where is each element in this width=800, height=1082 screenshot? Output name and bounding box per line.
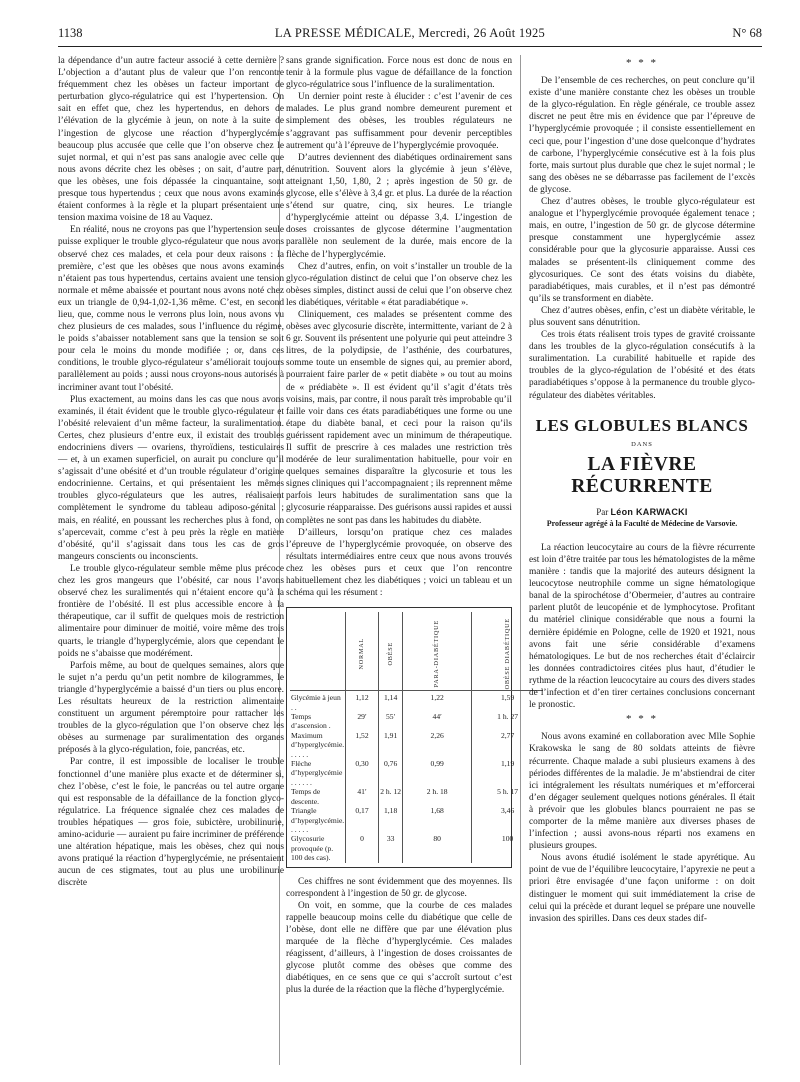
table-cell: 2,77 bbox=[471, 731, 543, 759]
paragraph: Le trouble glyco-régulateur semble même plus précoce chez les gros mangeurs que l’obésité, car nous l’avons observé chez les suralimentés qui n’étaient encore qu’à la frontière de l’obésité. Il est plus accessible encore à la thérapeutique, car il suffit de quelques mois de restriction alimentaire pour diminuer de moitié, voire même des trois quarts, le triangle d’hyperglycémie, alors que cependant le poids ne s’abaisse que modérément. bbox=[58, 563, 284, 659]
issue-number: N° 68 bbox=[732, 26, 762, 40]
table-row bbox=[290, 731, 543, 759]
author-affiliation: Professeur agrégé à la Faculté de Médecine de Varsovie. bbox=[546, 518, 738, 528]
table-cell: 55′ bbox=[378, 712, 403, 731]
asterism-separator: * * * bbox=[626, 713, 658, 726]
asterism-separator: * * * bbox=[626, 57, 658, 69]
table-cell: 29′ bbox=[346, 712, 379, 731]
table-corner bbox=[290, 612, 346, 691]
table-cell: 1,59 bbox=[471, 691, 543, 712]
paragraph: Nous avons examiné en collaboration avec Mlle Sophie Krakowska le sang de 80 soldats atteints de fièvre récurrente. Chaque malade a subi plusieurs examens à des périodes différentes de la maladie. Je m’abstiendrai de citer ici intégralement les résultats numériques et m’efforcerai d’en dégager seulement quelques notions générales. Il était à prévoir que les globules blancs pourraient ne pas se comporter de la même manière aux diverses phases de l’infection ; aussi avons-nous réparti nos examens en plusieurs groupes. bbox=[529, 732, 755, 852]
paragraph: Chez d’autres obèses, le trouble glyco-régulateur est analogue et l’hyperglycémie provoquée également tenace ; mais, en outre, l’ingestion de 50 gr. de glycose détermine presque constamment une hyperglycémie assez considérable pour que la glycosurie apparaisse. Aussi ces malades se présentent-ils cliniquement comme des glycosuriques. Ce sont des états voisins du diabète, paradiabétiques, mais curables, et il n’est pas démontré qu’ils se transforment en diabète. bbox=[529, 197, 755, 304]
table-cell: 1,18 bbox=[378, 806, 403, 834]
table-column-header: PARA-DIABÉTIQUE bbox=[403, 612, 471, 691]
table-row bbox=[290, 712, 543, 731]
paragraph: D’ailleurs, lorsqu’on pratique chez ces malades l’épreuve de l’hyperglycémie provoquée, on observe des résultats intermédiaires entre ceux que nous avons trouvés chez les obèses purs et ceux que l’on rencontre habituellement chez les diabétiques ; voici un tableau et un schéma qui les résument : bbox=[286, 527, 512, 599]
table-cell: 41′ bbox=[346, 787, 379, 806]
row-label: Flèche d’hyperglycémie . . . . . . bbox=[291, 759, 343, 787]
row-label: Temps d’ascension . bbox=[291, 712, 331, 731]
paragraph: En réalité, nous ne croyons pas que l’hypertension seule puisse expliquer le trouble glyco-régulateur que nous avons observé chez ces malades, et cela pour deux raisons : la première, c’est que les obèses que nous avons examinés n’étaient pas tous hypertendus, certains avaient une tension normale et même abaissée et pourtant nous avons noté chez eux un triangle de 0,94-1,02-1,36 même. C’est, en second lieu, que, comme nous le verrons plus loin, nous avons vu chez plusieurs de ces malades, sous l’influence du régime, le poids s’abaisser notablement sans que la tension se soit pour cela le moins du monde modifiée ; or, dans ces conditions, le trouble glyco-régulateur s’améliorait toujours parallèlement au poids ; aussi nous croyons-nous autorisés à incriminer avant tout l’obésité. bbox=[58, 225, 284, 393]
table-row bbox=[290, 787, 543, 806]
table-column-header: NORMAL bbox=[346, 612, 379, 691]
paragraph: Par contre, il est impossible de localiser le trouble fonctionnel d’une manière plus exacte et de déterminer si, chez l’obèse, c’est le foie, le pancréas ou tel autre organe qui est responsable de la défaillance de la fonction glyco-régulatrice. La fréquence signalée chez ces malades de troubles hépatiques — gros foie, subictère, urobilinurie, amino-acidurie — auraient pu faire incriminer de préférence une altération hépatique, mais les obèses, chez qui nous avons pratiqué la réaction d’hyperglycémie, ne présentaient aucun de ces stigmates, tout au plus une urobilinurie discrète bbox=[58, 757, 284, 889]
table-cell: 0,30 bbox=[346, 759, 379, 787]
table-row bbox=[290, 834, 543, 862]
table-cell: 5 h. 17 bbox=[471, 787, 543, 806]
paragraph: Ces trois états réalisent trois types de gravité croissante dans les troubles de la glyco-régulation consécutifs à la suralimentation. La curabilité habituelle et rapide des troubles de la glyco-régulation de l’obésité et des états paradiabétiques s’oppose à la permanence du trouble glyco-régulateur des diabètes véritables. bbox=[529, 330, 755, 401]
table-column-header: OBÈSE bbox=[378, 612, 403, 691]
table-cell: 3,46 bbox=[471, 806, 543, 834]
table-cell: 1,22 bbox=[403, 691, 471, 712]
column-3 bbox=[529, 55, 755, 1070]
row-label: Glycosurie provoquée (p. 100 des cas). bbox=[291, 834, 334, 863]
table-cell: 2 h. 12 bbox=[378, 787, 403, 806]
table-cell: 2 h. 18 bbox=[403, 787, 471, 806]
table-cell: 1,91 bbox=[378, 731, 403, 759]
paragraph: Chez d’autres, enfin, on voit s’installer un trouble de la glyco-régulation distinct de celui que l’on observe chez les obèses simples, distinct aussi de celui que l’on observe chez les diabétiques, véritable « état paradiabétique ». bbox=[286, 261, 512, 308]
table-cell: 44′ bbox=[403, 712, 471, 731]
table-cell: 33 bbox=[378, 834, 403, 862]
article-title-line-1: LES GLOBULES BLANCS bbox=[535, 415, 749, 435]
paragraph: Parfois même, au bout de quelques semaines, alors que le sujet n’a perdu qu’un petit nombre de kilogrammes, le triangle d’hyperglycémie a baissé d’un tiers ou plus encore. Les résultats heureux de la restriction alimentaire constituent un argument péremptoire pour rattacher les troubles de la glyco-régulation que l’on observe chez les obèses au surmenage par suralimentation des organes préposés à la glyco-régulation, foie, pancréas, etc. bbox=[58, 660, 284, 756]
paragraph: De l’ensemble de ces recherches, on peut conclure qu’il existe d’une manière constante chez les obèses un trouble de la glyco-régulation. En règle générale, ce trouble assez discret ne peut être mis en évidence que par l’épreuve de l’hyperglycémie provoquée ; il consiste essentiellement en ceci que, pour l’ingestion d’une dose quelconque d’hydrates de carbone, l’hyperglycémie consécutive est à la fois plus forte, mais surtout plus durable que chez le sujet normal ; le sang des obèses ne se débarrasse pas facilement de l’excès de glycose. bbox=[529, 76, 755, 195]
paragraph: Un dernier point reste à élucider : c’est l’avenir de ces malades. Le plus grand nombre demeurent purement et simplement des obèses, les troubles régulateurs ne s’aggravant pas suffisamment pour devenir perceptibles autrement qu’à l’épreuve de l’hyperglycémie provoquée. bbox=[286, 92, 512, 151]
table-cell: 1,12 bbox=[346, 691, 379, 712]
table-cell: 0 bbox=[346, 834, 379, 862]
article-byline bbox=[529, 506, 755, 518]
paragraph: Plus exactement, au moins dans les cas que nous avons examinés, il était évident que le trouble glyco-régulateur et l’obésité relevaient d’un même facteur, la suralimentation. Certes, chez plusieurs d’entre eux, il existait des troubles endocriniens divers — ovariens, thyroïdiens, testiculaires — et, à un examen superficiel, on aurait pu conclure qu’il s’agissait d’une obésité et d’un trouble régulateur d’origine endocrinienne. Certains, et qui présentaient les mêmes troubles glyco-régulateurs que les autres, réalisaient complètement le syndrome du tableau adiposo-génital ; mais, en réalité, en poussant les recherches plus à fond, on s’apercevait, comme c’est à peu près la règle en matière d’obésité, qu’il s’agissait dans tous les cas de gros mangeurs conscients ou inconscients. bbox=[58, 394, 284, 562]
page-number: 1138 bbox=[58, 26, 83, 40]
paragraph: Chez d’autres obèses, enfin, c’est un diabète véritable, le plus souvent sans dénutrition. bbox=[529, 305, 755, 328]
paragraph: la dépendance d’un autre facteur associé à cette dernière ? L’objection a d’autant plus de valeur que l’on rencontre fréquemment chez les obèses un facteur important de perturbation glyco-régulatrice qui est l’hypertension. On sait en effet que, chez les hypertendus, en dehors de l’élévation de la glycémie à jeun, on note à la suite de l’ingestion de glycose une réaction d’hyperglycémie beaucoup plus accusée que celle que l’on observe chez le sujet normal, et qui n’est pas sans analogie avec celle que nous avons décrite chez les obèses ; on sait, d’autre part, que les obèses, une fois dépassée la cinquantaine, sont presque tous hypertendus ; ceux que nous avons examinés étaient conformes à la règle et la plupart présentaient une tension maxima voisine de 18 au Vaquez. bbox=[58, 56, 284, 224]
header-rule bbox=[58, 46, 762, 47]
paragraph: La réaction leucocytaire au cours de la fièvre récurrente est loin d’être traitée par tous les hématologistes de la même manière : tandis que la majorité des auteurs désignent la leucocytose neutrophile comme un signe hématologique banal de la spirochétose d’Obermeier, d’autres au contraire parlent plutôt de leucopénie et de lymphocytose. Profitant du matériel clinique considérable que nous a fourni la dernière épidémie en Pologne, celle de 1920 et 1921, nous avons fait une série considérable d’examens hématologiques. Le but de nos recherches était d’éclaircir les données contradictoires citées plus haut, d’étudier le rythme de la réaction leucocytaire au cours des divers stades de l’infection et d’en tirer certaines conclusions concernant le pronostic. bbox=[529, 542, 755, 711]
table-row bbox=[290, 759, 543, 787]
table-cell: 1 h. 27 bbox=[471, 712, 543, 731]
article-title-line-2: LA FIÈVRE RÉCURRENTE bbox=[571, 453, 713, 497]
table-row bbox=[290, 806, 543, 834]
journal-title: LA PRESSE MÉDICALE, Mercredi, 26 Août 1925 bbox=[274, 26, 546, 40]
results-table-frame bbox=[286, 607, 519, 867]
column-1 bbox=[58, 55, 284, 1070]
paragraph: On voit, en somme, que la courbe de ces malades rappelle beaucoup moins celle du diabétique que celle de l’obèse, dont elle ne diffère que par une élévation plus marquée de la flèche d’hyperglycémie. Ces malades réagissent, d’ailleurs, à l’ingestion de doses croissantes de glycose plutôt comme des obèses que comme des diabétiques, en ce sens que ce qui s’accroît surtout c’est plus la durée de la réaction que la flèche d’hyperglycémie. bbox=[286, 900, 512, 996]
paragraph: Ces chiffres ne sont évidemment que des moyennes. Ils correspondent à l’ingestion de 50 gr. de glycose. bbox=[286, 876, 512, 899]
paragraph: Cliniquement, ces malades se présentent comme des obèses avec glycosurie discrète, intermittente, variant de 2 à 6 gr. Souvent ils présentent une polyurie qui peut atteindre 3 litres, de la polydipsie, de l’asthénie, des courbatures, somme toute un ensemble de signes qui, au premier abord, pourraient faire parler de « petit diabète » ou tout au moins de « prédiabète ». Il est évident qu’il s’agit d’états très voisins, mais, par contre, il nous paraît très improbable qu’il faille voir dans ces états paradiabétiques une forme ou une étape du diabète banal, et ceci pour la raison qu’ils guérissent rapidement avec un minimum de thérapeutique. Il suffit de prescrire à ces malades une restriction très modérée de leur suralimentation habituelle, pour voir en quelques semaines disparaître la glycosurie et tous les signes cliniques qui l’accompagnaient ; ils reprennent même parfois leurs habitudes de suralimentation sans que la glycosurie réapparaisse. Des guérisons aussi rapides et aussi complètes ne sont pas dans les habitudes du diabète. bbox=[286, 309, 512, 526]
table-cell: 0,76 bbox=[378, 759, 403, 787]
row-label: Temps de descente. bbox=[291, 787, 321, 806]
table-cell: 0,99 bbox=[403, 759, 471, 787]
table-cell: 1,19 bbox=[471, 759, 543, 787]
column-divider bbox=[520, 55, 521, 1065]
row-label: Maximum d’hyperglycémie. . . . . . bbox=[291, 730, 345, 759]
article-title-connector: DANS bbox=[631, 440, 653, 448]
table-column-header: OBÈSE DIABÉTIQUE bbox=[471, 612, 543, 691]
results-table bbox=[290, 612, 543, 862]
row-label: Triangle d’hyperglycémie. . . . . . bbox=[291, 806, 345, 834]
paragraph: D’autres deviennent des diabétiques ordinairement sans dénutrition. Souvent alors la glycémie à jeun s’élève, atteignant 1,50, 1,80, 2 ; après ingestion de 50 gr. de glycose, elle s’élève à 3,4 gr. et plus. La durée de la réaction s’étend sur quatre, cinq, six heures. Le triangle d’hyperglycémie atteint ou dépasse 3,4. L’ingestion de doses croissantes de glycose détermine l’augmentation parallèle non seulement de la durée, mais encore de la flèche de l’hyperglycémie. bbox=[286, 152, 512, 260]
paragraph: sans grande signification. Force nous est donc de nous en tenir à la formule plus vague de défaillance de la fonction glyco-régulatrice sous l’influence de la suralimentation. bbox=[286, 56, 512, 91]
row-label: Glycémie à jeun . . bbox=[290, 691, 346, 712]
column-2 bbox=[286, 55, 519, 1070]
table-cell: 1,68 bbox=[403, 806, 471, 834]
table-cell: 100 bbox=[471, 834, 543, 862]
table-cell: 0,17 bbox=[346, 806, 379, 834]
page-header bbox=[58, 26, 762, 44]
byline-prefix: Par bbox=[596, 506, 609, 517]
table-cell: 2,26 bbox=[403, 731, 471, 759]
table-cell: 80 bbox=[403, 834, 471, 862]
table-row bbox=[290, 691, 543, 712]
table-cell: 1,14 bbox=[378, 691, 403, 712]
author-name: Léon KARWACKI bbox=[610, 506, 688, 517]
paragraph: Nous avons étudié isolément le stade apyrétique. Au point de vue de l’équilibre leucocytaire, l’apyrexie ne peut a priori être envisagée d’une façon uniforme : on doit distinguer le moment qui suit immédiatement la crise de celui qui la précède et durant lequel se prépare une nouvelle invasion des spirilles. Dans ces deux stades dif- bbox=[529, 853, 755, 924]
table-cell: 1,52 bbox=[346, 731, 379, 759]
